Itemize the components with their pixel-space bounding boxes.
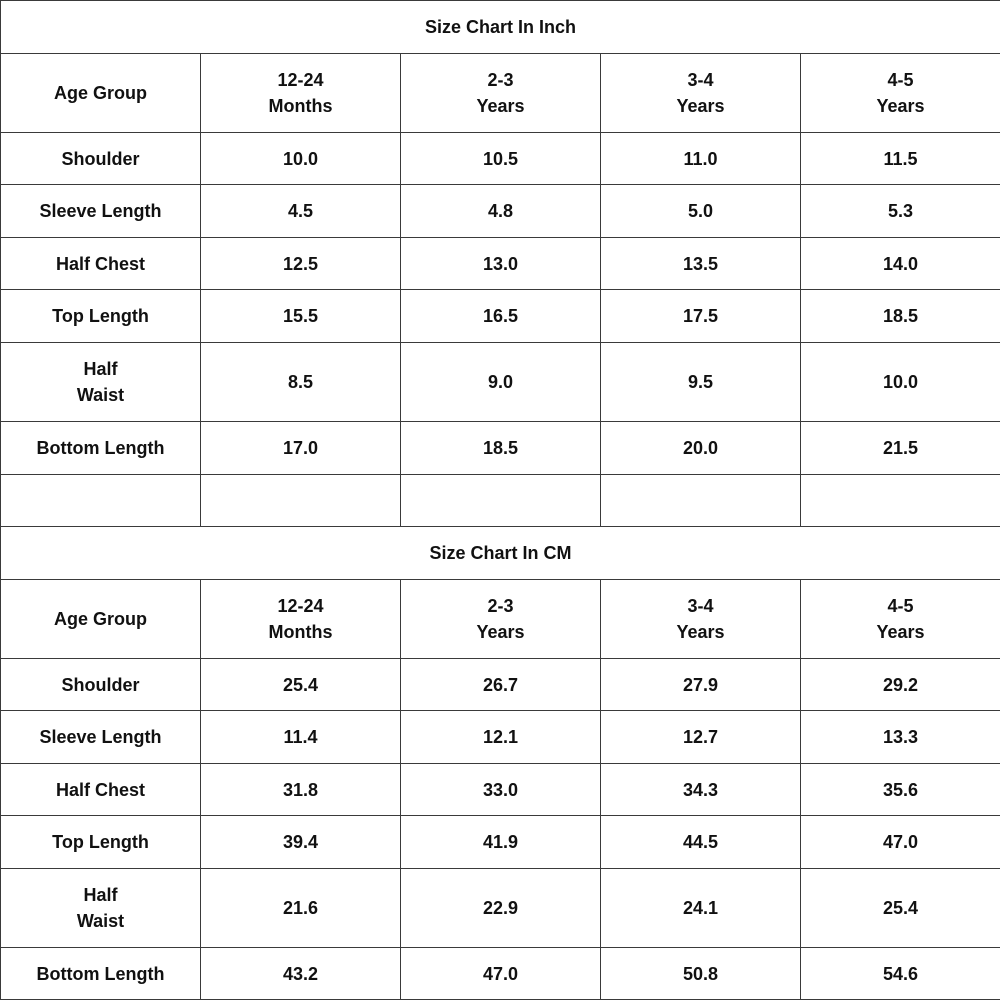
row-label: Top Length <box>1 816 201 869</box>
row-label: Sleeve Length <box>1 185 201 238</box>
table-row <box>1 422 1000 475</box>
table-cell: 50.8 <box>601 948 801 1000</box>
row-label: Half Waist <box>1 869 201 948</box>
table-cell <box>401 475 601 527</box>
table-cell <box>601 475 801 527</box>
table-cell: 11.5 <box>801 133 1000 185</box>
table-cell: 12.7 <box>601 711 801 764</box>
table-cell: 20.0 <box>601 422 801 475</box>
table-cell: 26.7 <box>401 659 601 711</box>
table-cell: 18.5 <box>801 290 1000 343</box>
row-label <box>1 475 201 527</box>
table-cell: 12.1 <box>401 711 601 764</box>
table-cell: 10.0 <box>201 133 401 185</box>
age-group-header: Age Group <box>1 580 201 659</box>
table-cell: 5.3 <box>801 185 1000 238</box>
row-label: Bottom Length <box>1 422 201 475</box>
table-cell: 8.5 <box>201 343 401 422</box>
table-cell: 11.4 <box>201 711 401 764</box>
table-row <box>1 185 1000 238</box>
table-row <box>1 290 1000 343</box>
table-cell: 13.3 <box>801 711 1000 764</box>
inch-title-row <box>1 1 1000 54</box>
empty-row <box>1 475 1000 527</box>
table-cell: 17.0 <box>201 422 401 475</box>
table-cell: 17.5 <box>601 290 801 343</box>
table-row <box>1 343 1000 422</box>
table-cell: 24.1 <box>601 869 801 948</box>
table-row <box>1 764 1000 816</box>
table-row <box>1 238 1000 290</box>
age-group-header: Age Group <box>1 54 201 133</box>
table-cell: 33.0 <box>401 764 601 816</box>
age-column-header: 12-24 Months <box>201 580 401 659</box>
row-label: Half Chest <box>1 238 201 290</box>
table-cell: 21.5 <box>801 422 1000 475</box>
table-cell: 9.5 <box>601 343 801 422</box>
table-cell: 9.0 <box>401 343 601 422</box>
table-cell: 47.0 <box>801 816 1000 869</box>
table-cell: 10.5 <box>401 133 601 185</box>
table-cell: 13.5 <box>601 238 801 290</box>
table-cell: 35.6 <box>801 764 1000 816</box>
table-cell: 31.8 <box>201 764 401 816</box>
table-row <box>1 869 1000 948</box>
age-column-header: 4-5 Years <box>801 580 1000 659</box>
cm-chart-title: Size Chart In CM <box>1 527 1000 580</box>
table-cell: 39.4 <box>201 816 401 869</box>
row-label: Shoulder <box>1 659 201 711</box>
table-cell: 54.6 <box>801 948 1000 1000</box>
table-cell <box>801 475 1000 527</box>
table-cell: 15.5 <box>201 290 401 343</box>
inch-chart-title: Size Chart In Inch <box>1 1 1000 54</box>
row-label: Half Waist <box>1 343 201 422</box>
table-cell: 4.8 <box>401 185 601 238</box>
table-cell: 34.3 <box>601 764 801 816</box>
age-column-header: 3-4 Years <box>601 580 801 659</box>
age-column-header: 2-3 Years <box>401 54 601 133</box>
table-cell: 29.2 <box>801 659 1000 711</box>
table-cell: 21.6 <box>201 869 401 948</box>
row-label: Top Length <box>1 290 201 343</box>
table-row <box>1 711 1000 764</box>
table-cell: 14.0 <box>801 238 1000 290</box>
table-cell: 11.0 <box>601 133 801 185</box>
table-cell: 43.2 <box>201 948 401 1000</box>
age-column-header: 4-5 Years <box>801 54 1000 133</box>
inch-header-row <box>1 54 1000 133</box>
cm-header-row <box>1 580 1000 659</box>
table-row <box>1 816 1000 869</box>
age-column-header: 12-24 Months <box>201 54 401 133</box>
row-label: Bottom Length <box>1 948 201 1000</box>
table-cell: 13.0 <box>401 238 601 290</box>
cm-title-row <box>1 527 1000 580</box>
table-cell: 12.5 <box>201 238 401 290</box>
age-column-header: 3-4 Years <box>601 54 801 133</box>
table-cell: 44.5 <box>601 816 801 869</box>
cm-size-table <box>0 526 1000 1000</box>
age-column-header: 2-3 Years <box>401 580 601 659</box>
table-cell: 16.5 <box>401 290 601 343</box>
row-label: Shoulder <box>1 133 201 185</box>
table-cell: 5.0 <box>601 185 801 238</box>
table-row <box>1 948 1000 1000</box>
table-cell: 47.0 <box>401 948 601 1000</box>
table-cell: 25.4 <box>801 869 1000 948</box>
table-cell: 25.4 <box>201 659 401 711</box>
table-row <box>1 133 1000 185</box>
table-cell: 27.9 <box>601 659 801 711</box>
table-cell <box>201 475 401 527</box>
row-label: Half Chest <box>1 764 201 816</box>
table-cell: 10.0 <box>801 343 1000 422</box>
table-row <box>1 659 1000 711</box>
table-cell: 41.9 <box>401 816 601 869</box>
table-cell: 18.5 <box>401 422 601 475</box>
table-cell: 22.9 <box>401 869 601 948</box>
row-label: Sleeve Length <box>1 711 201 764</box>
table-cell: 4.5 <box>201 185 401 238</box>
